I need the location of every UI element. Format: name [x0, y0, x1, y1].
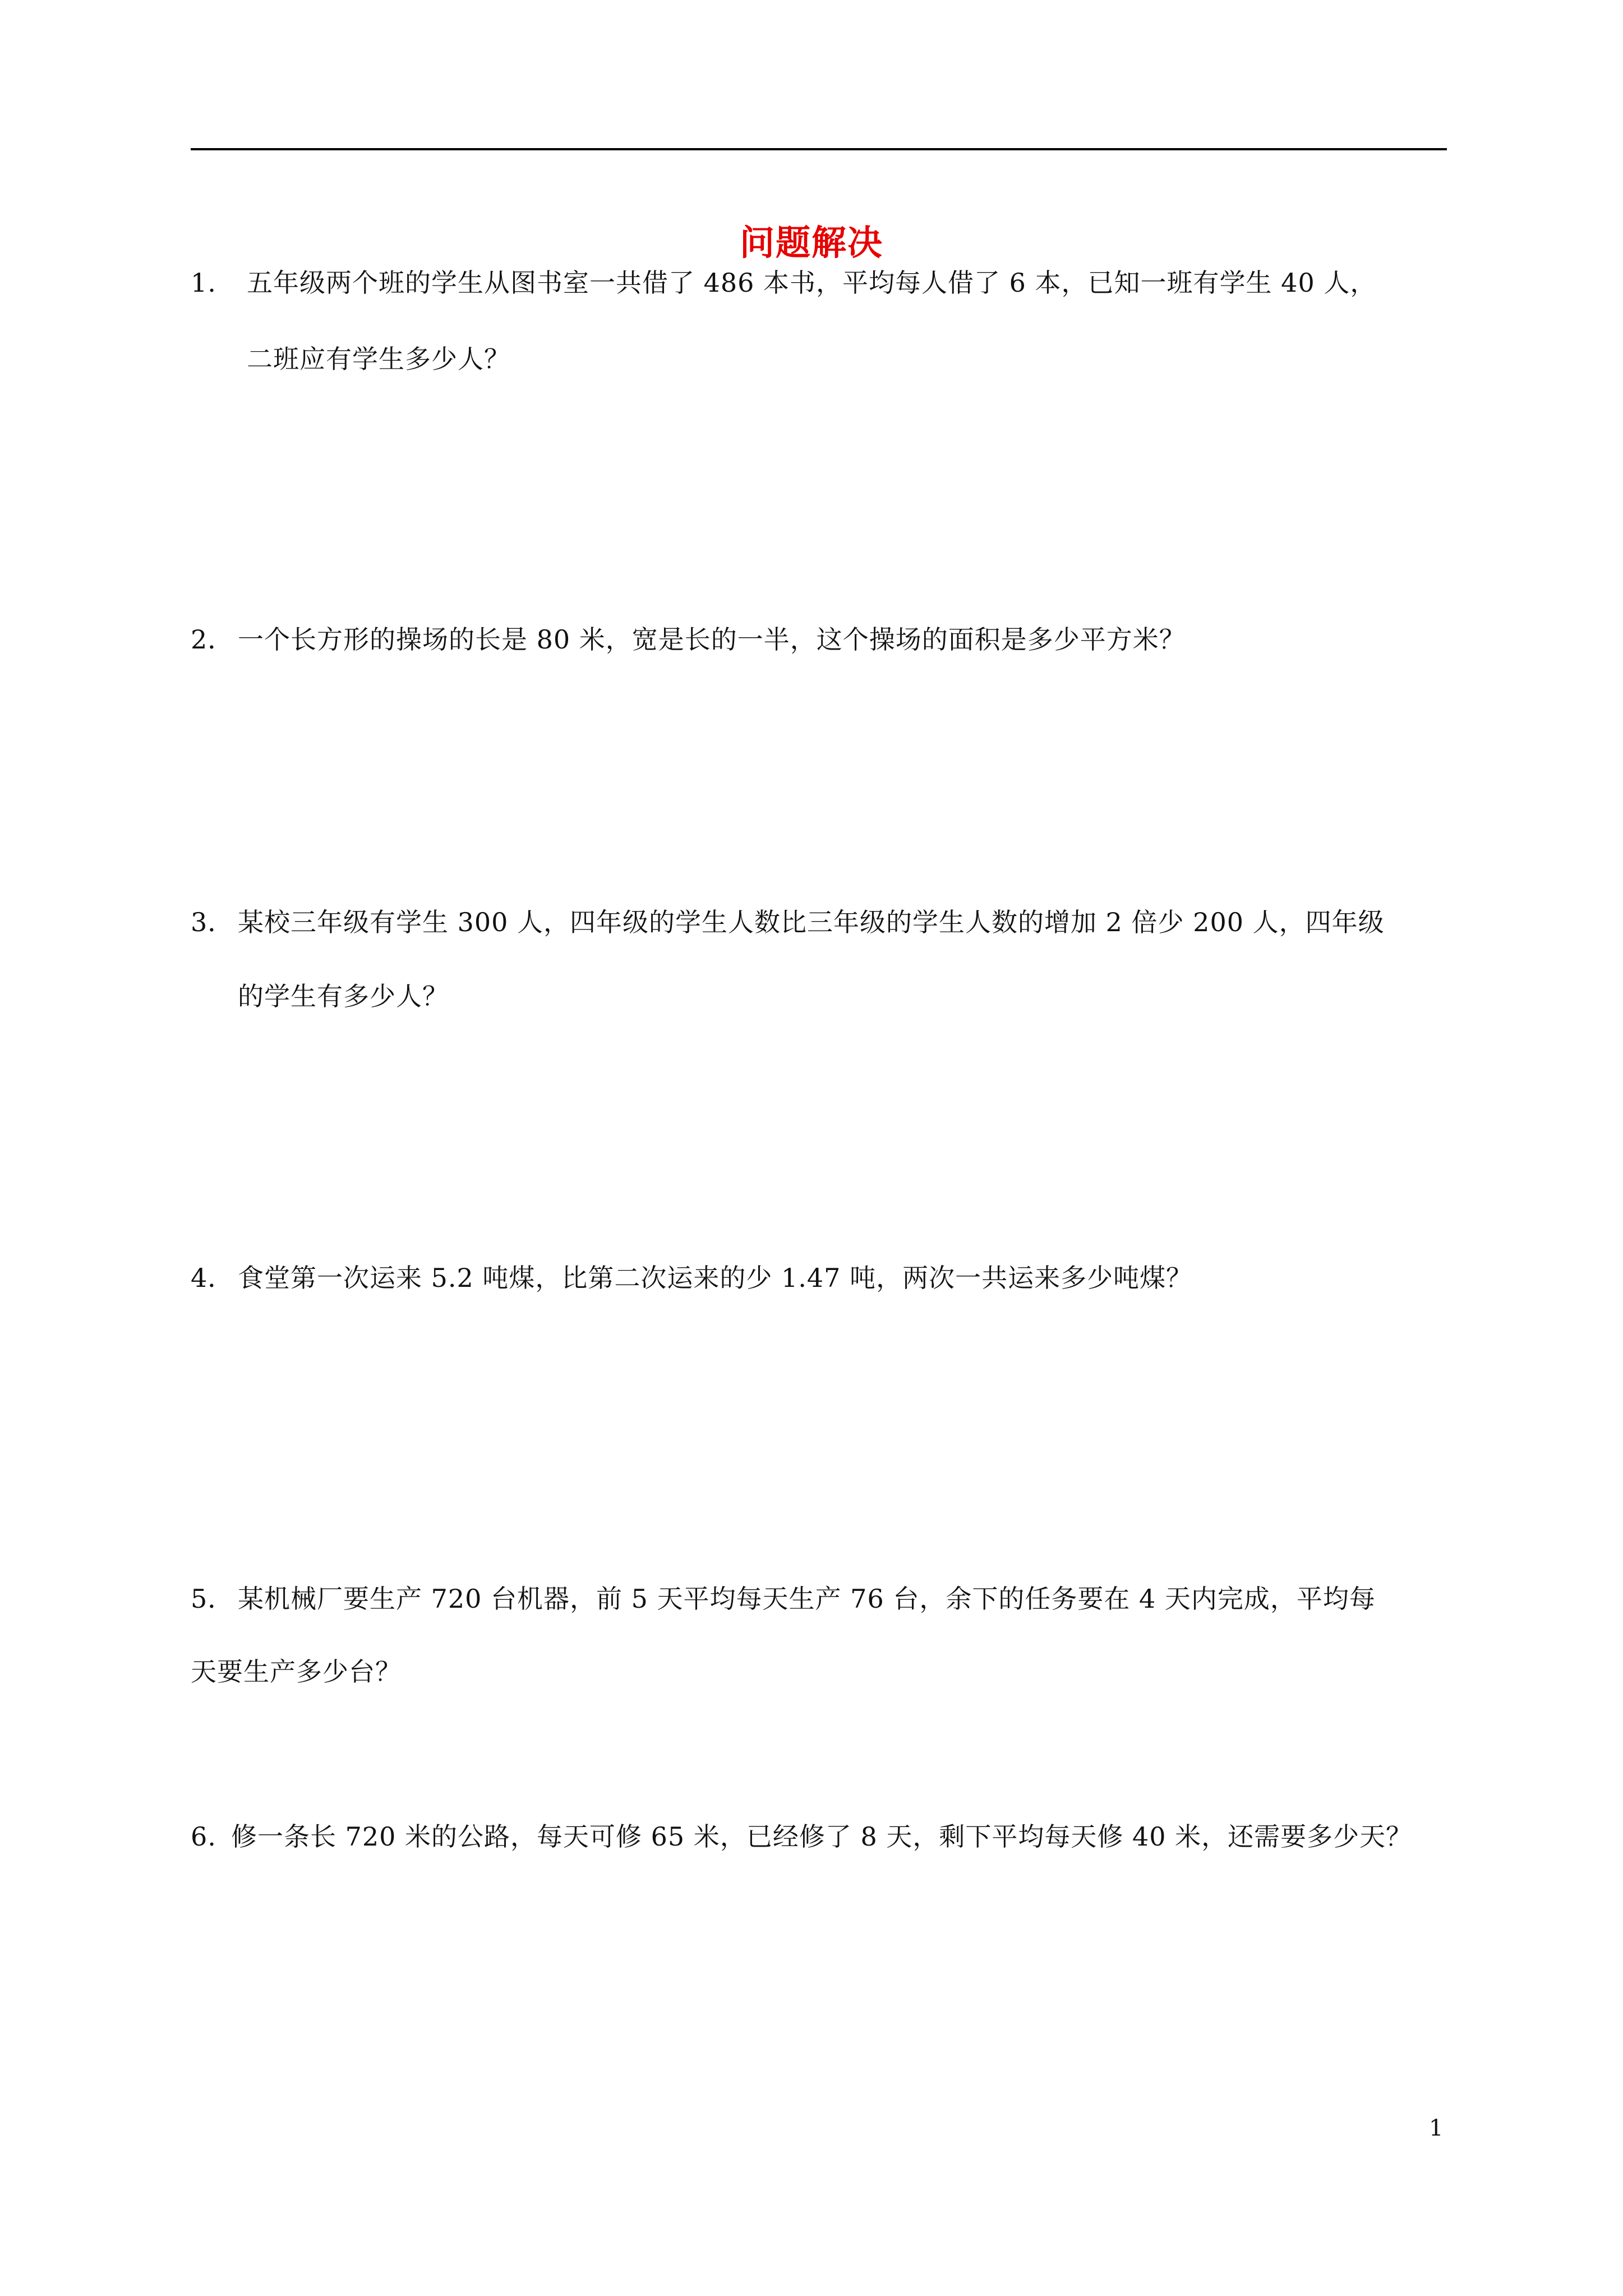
question-1-line-2: [247, 337, 510, 381]
question-5-number: 5．: [191, 1584, 234, 1614]
question-2-number: 2．: [191, 624, 234, 655]
question-1-text: 五年级两个班的学生从图书室一共借了 486 本书，平均每人借了 6 本，已知一班有学生 40 人，: [247, 268, 1377, 298]
question-1-text-continued: 二班应有学生多少人？: [247, 344, 510, 374]
question-5-line-2: [191, 1649, 402, 1694]
question-1-number: 1.: [191, 268, 216, 298]
question-3-text: 某校三年级有学生 300 人，四年级的学生人数比三年级的学生人数的增加 2 倍少 200 人，四年级: [238, 907, 1385, 937]
header-rule: [191, 148, 1447, 150]
question-2-line-1: [191, 617, 1186, 662]
question-5-text: 某机械厂要生产 720 台机器，前 5 天平均每天生产 76 台，余下的任务要在 4 天内完成，平均每: [238, 1584, 1376, 1614]
question-6-text: 修一条长 720 米的公路，每天可修 65 米，已经修了 8 天，剩下平均每天修 40 米，还需要多少天？: [231, 1821, 1413, 1852]
question-3-text-continued: 的学生有多少人？: [238, 981, 449, 1011]
question-4-number: 4．: [191, 1263, 234, 1293]
question-6-number: 6.: [191, 1821, 216, 1852]
page-title: 问题解决: [739, 222, 883, 263]
question-1-line-1: [191, 260, 1376, 305]
question-6-line-1: [191, 1814, 1412, 1859]
question-4-text: 食堂第一次运来 5.2 吨煤，比第二次运来的少 1.47 吨，两次一共运来多少吨煤？: [238, 1263, 1193, 1293]
question-4-line-1: [191, 1255, 1192, 1300]
question-2-text: 一个长方形的操场的长是 80 米，宽是长的一半，这个操场的面积是多少平方米？: [238, 624, 1186, 655]
question-5-line-1: [191, 1576, 1376, 1621]
question-5-text-continued: 天要生产多少台？: [191, 1657, 402, 1687]
question-3-line-2: [238, 974, 449, 1019]
question-3-number: 3．: [191, 907, 234, 937]
page-number: 1: [1429, 2115, 1444, 2141]
question-3-line-1: [191, 900, 1385, 945]
